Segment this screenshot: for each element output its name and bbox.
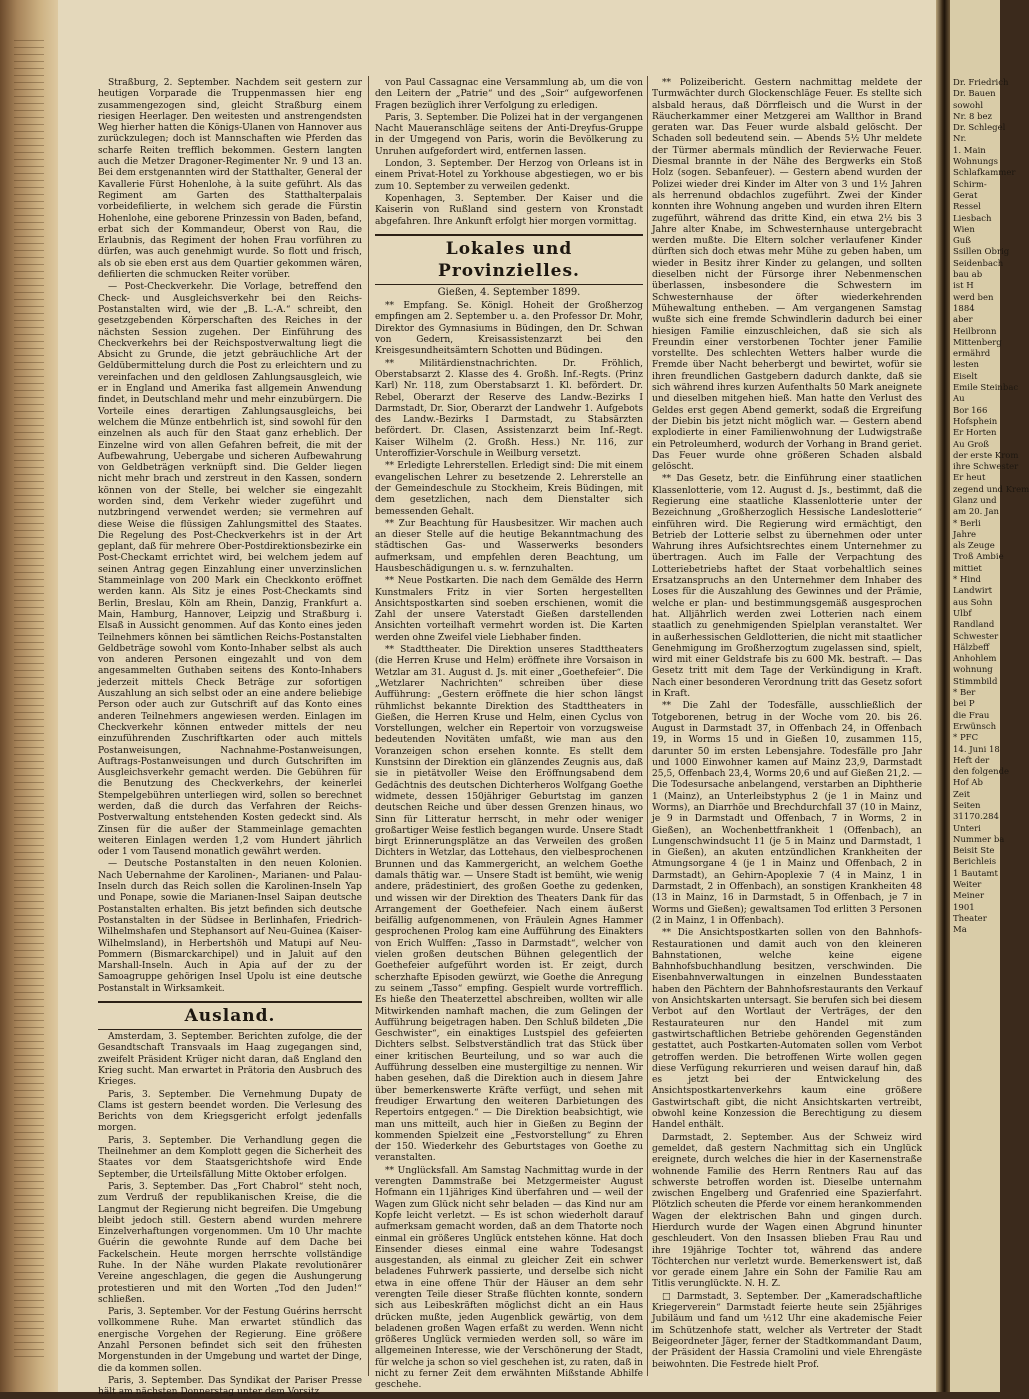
- right-page-line: Berichleis: [953, 857, 997, 868]
- column-3: [652, 78, 922, 1378]
- right-page-line: Hofsphein: [953, 416, 998, 427]
- right-page-line: Heilbronn: [953, 326, 997, 337]
- right-page-line: Theater: [953, 913, 987, 924]
- right-page-line: Wien: [953, 224, 975, 235]
- right-page-line: Schlafkammer: [953, 168, 1016, 179]
- article-darmstadt-unglueck: Darmstadt, 2. September. Aus der Schweiz wird gemeldet, daß gestern Nachmittag sich ein Unglück ereignete, durch welches die hier in der Kasernenstraße wohnende Familie des Herrn Rentners Rau auf das schwerste betroffen worden ist. Dieselbe unternahm zwischen Engelberg und Grafenried eine Spazierfahrt. Plötzlich scheuten die Pferde vor einem herankommenden Wagen der elektrischen Bahn und gingen durch. Hierdurch wurde der Wagen einen Abgrund hinunter geschleudert. Von den Insassen blieben Frau Rau und ihre 19jährige Tochter tot, während das andere Töchterchen nur verletzt wurde. Bemerkenswert ist, daß vor gerade einem Jahre ein Sohn der Familie Rau am Titlis verunglückte. N. H. Z.: [652, 1132, 922, 1290]
- article-paris-polizei: Paris, 3. September. Die Polizei hat in der vergangenen Nacht Maueranschläge seitens der Anti-Dreyfus-Gruppe in der Umgegend von Paris, worin die Bevölkerung zu Unruhen aufgefordert wird, entfernen lassen.: [375, 112, 643, 157]
- right-page-line: Emile Steinbac: [953, 383, 1019, 394]
- right-page-line: * Berli: [953, 518, 981, 529]
- right-page-line: mittiet: [953, 563, 982, 574]
- right-page-line: Ma: [953, 925, 967, 936]
- section-heading-lokales: Lokales und Provinzielles.: [375, 234, 643, 285]
- right-page-line: Ressel: [953, 202, 981, 213]
- left-page-edge-texture: [14, 40, 44, 1360]
- right-page-line: Beisit Ste: [953, 846, 995, 857]
- article-empfang: ** Empfang. Se. Königl. Hoheit der Großherzog empfingen am 2. September u. a. den Professor Dr. Mohr, Direktor des Gymnasiums in Büdingen, den Dr. Schwan von Gedern, Kreisassistenzarzt bei den Kreisgesundheitsämtern Schotten und Büdingen.: [375, 301, 643, 357]
- article-paris-syndikat: Paris, 3. September. Das Syndikat der Pariser Presse hält am nächsten Donnerstag unter dem Vorsitz: [98, 1375, 362, 1398]
- right-page-line: Jahre: [953, 529, 977, 540]
- right-page-line: am 20. Jan: [953, 507, 999, 518]
- right-page-line: Dr. Schlegel: [953, 123, 1006, 134]
- article-todesfaelle: ** Die Zahl der Todesfälle, ausschließlich der Totgeborenen, betrug in der Woche vom 20. bis 26. August in Darmstadt 37, in Offenbach 24, in Offenbach 19, in Worms 15 und in Gießen 10, zusammen 115, darunter 50 im ersten Lebensjahre. Todesfälle pro Jahr und 1000 Einwohner kamen auf Mainz 23,9, Darmstadt 25,5, Offenbach 23,4, Worms 20,6 und auf Gießen 21,2. — Die Todesursache anbelangend, verstarben an Diphtherie 1 (Mainz), an Unterleibstyphus 2 (je 1 in Mainz und Worms), an Diarrhöe und Brechdurchfall 37 (10 in Mainz, je 9 in Darmstadt und Offenbach, 7 in Worms, 2 in Gießen), an Wochenbettfrankheit 1 (Offenbach), an Lungenschwindsucht 11 (je 5 in Mainz und Darmstadt, 1 in Gießen), an akuten entzündlichen Krankheiten der Atmungsorgane 4 (je 1 in Mainz und Offenbach, 2 in Darmstadt), an Gehirn-Apoplexie 7 (4 in Mainz, 1 in Darmstadt, 2 in Offenbach), an sonstigen Krankheiten 48 (13 in Mainz, 16 in Darmstadt, 5 in Offenbach, je 7 in Worms und Gießen); gewaltsamen Tod erlitten 3 Personen (2 in Mainz, 1 in Offenbach).: [652, 701, 922, 926]
- right-page-line: bei P: [953, 699, 975, 710]
- right-page-line: Glanz und: [953, 495, 997, 506]
- right-page-line: 1 Bautamt: [953, 868, 998, 879]
- article-paris-dupaty: Paris, 3. September. Die Vernehmung Dupaty de Clams ist gestern beendet worden. Die Verlesung des Berichts von dem Kriegsgericht erfolgt jedenfalls morgen.: [98, 1089, 362, 1134]
- right-page-line: bau ab: [953, 270, 983, 281]
- column-2: [375, 78, 643, 1391]
- right-page-line: Seiten: [953, 801, 981, 811]
- article-militaerdienst: ** Militärdienstnachrichten. Dr. Fröhlich, Oberstabsarzt 2. Klasse des 4. Großh. Inf.-Regts. (Prinz Karl) Nr. 118, zum Oberstabsarzt 1. Kl. befördert. Dr. Rebel, Oberarzt der Reserve des Landw.-Bezirks I Darmstadt, Dr. Sior, Oberarzt der Landwehr 1. Aufgebots des Landw.-Bezirks I Darmstadt, zu Stabsärzten befördert. Dr. Clasen, Assistenzarzt beim Inf.-Regt. Kaiser Wilhelm (2. Großh. Hess.) Nr. 116, zur Unteroffizier-Vorschule in Weilburg versetzt.: [375, 358, 643, 460]
- article-kopenhagen: Kopenhagen, 3. September. Der Kaiser und die Kaiserin von Rußland sind gestern von Kronstadt abgefahren. Ihre Ankunft erfolgt hier morgen vormittag.: [375, 193, 643, 227]
- right-page-line: Randland: [953, 620, 995, 631]
- right-page-edge: [950, 0, 1029, 1392]
- right-page-line: Bor 166: [953, 405, 988, 416]
- article-ungluecksfall: ** Unglücksfall. Am Samstag Nachmittag wurde in der verengten Dammstraße bei Metzgermeister August Hofmann ein 11jähriges Kind überfahren und — weil der Wagen zum Glück nicht sehr beladen — das Kind nur am Kopfe leicht verletzt. — Es ist schon wiederholt darauf aufmerksam gemacht worden, daß an dem Thatorte noch einmal ein größeres Unglück entstehen könne. Hat doch Einsender dieses einmal eine wahre Todesangst ausgestanden, als einmal zu gleicher Zeit ein schwer beladenes Fuhrwerk passierte, und derselbe sich nicht etwa in eine offene Thür der Häuser an dem sehr verengten Teile dieser Straße flüchten konnte, sondern sich aus Leibeskräften möglichst dicht an ein Haus drücken mußte, jeden Augenblick gewärtig, von dem beladenen großen Wagen erfaßt zu werden. Wenn nicht größeres Unglück vermieden werden soll, so wäre im allgemeinen Interesse, wie der Verschönerung der Stadt, für welche ja schon so viel geschehen ist, zu raten, daß in nicht zu ferner Zeit dem erwähnten Mißstande Abhilfe geschehe.: [375, 1165, 643, 1391]
- right-page-line: 1901: [953, 902, 975, 913]
- right-page-line: Au Groß: [953, 439, 989, 450]
- right-page-line: 14. Juni 18: [953, 744, 1000, 755]
- right-page-line: Dr. Bauen: [953, 89, 996, 100]
- right-page-line: Troß Ambie: [953, 552, 1004, 563]
- right-page-line: Seidenbach: [953, 258, 1004, 269]
- left-page-edge: [0, 0, 58, 1392]
- right-page-line: aber: [953, 315, 973, 326]
- right-page-line: Anhohlem: [953, 654, 997, 665]
- right-page-line: Er Horten: [953, 428, 997, 439]
- right-page-line: Unteri: [953, 823, 981, 834]
- right-page-line: Heft der: [953, 755, 990, 766]
- article-lehrerstellen: ** Erledigte Lehrerstellen. Erledigt sind: Die mit einem evangelischen Lehrer zu besetzende 2. Lehrerstelle an der Gemeindeschule zu Stockheim, Kreis Büdingen, mit dem gesetzlichen, nach dem Dienstalter sich bemessenden Gehalt.: [375, 461, 643, 517]
- right-page-line: Schirm-: [953, 179, 987, 190]
- article-strassburg: Straßburg, 2. September. Nachdem seit gestern zur heutigen Vorparade die Truppenmassen hier eng zusammengezogen sind, gleicht Straßburg einem riesigen Heerlager. Den weitesten und anstrengendsten Weg hierher hatten die Königs-Ulanen von Hannover aus zurückzulegen; doch ist Mannschaften wie Pferden das scharfe Reiten trefflich bekommen. Gestern langten auch die Metzer Dragoner-Regimenter Nr. 9 und 13 an. Bei dem erstgenannten wird der Statthalter, General der Kavallerie Fürst Hohenlohe, à la suite geführt. Als das Regiment am Garten des Statthalterpalais vorbeidefilierte, in welchem sich gerade die Fürstin Hohenlohe, eine geborene Prinzessin von Baden, befand, erbat sich der Kommandeur, Oberst von Rau, die Erlaubnis, das Regiment der hohen Frau vorführen zu dürfen, was auch genehmigt wurde. So flott und frisch, als ob sie eben erst aus dem Quartier gekommen wären, defilierten die schmucken Reiter vorüber.: [98, 78, 362, 281]
- right-page-line: wohnung: [953, 665, 993, 676]
- right-page-line: Eiselt: [953, 371, 978, 382]
- right-page-line: werd ben: [953, 292, 994, 303]
- right-page-line: * PFC: [953, 733, 979, 744]
- right-page-line: Meiner: [953, 891, 985, 902]
- right-page-line: zegend und Krem: [953, 484, 1029, 495]
- right-page-line: Dr. Friedrich: [953, 78, 1009, 88]
- right-page-line: Au: [953, 394, 965, 405]
- article-paris-guerin: Paris, 3. September. Vor der Festung Guérins herrscht vollkommene Ruhe. Man erwartet stündlich das energische Vorgehen der Regierung. Eine größere Anzahl Personen befindet sich seit den frühesten Morgenstunden in der Umgebung und wartet der Dinge, die da kommen sollen.: [98, 1307, 362, 1374]
- right-page-line: lesten: [953, 360, 980, 371]
- right-page-line: Mittenberg: [953, 337, 1002, 348]
- article-postanstalten-kolonien: — Deutsche Postanstalten in den neuen Kolonien. Nach Uebernahme der Karolinen-, Marianen- und Palau-Inseln durch das Reich sollen die Karolinen-Inseln Yap und Ponape, sowie die Marianen-Insel Saipan deutsche Postanstalten erhalten. Bis jetzt befinden sich deutsche Postanstalten in der Südsee in Berlinhafen, Friedrich-Wilhelmshafen und Stephansort auf Neu-Guinea (Kaiser-Wilhelmsland), in Herbertshöh und Matupi auf Neu-Pommern (Bismarckarchipel) und in Jaluit auf den Marshall-Inseln. Auch in Apia auf der zu der Samoagruppe gehörigen Insel Upolu ist eine deutsche Postanstalt in Wirksamkeit.: [98, 859, 362, 994]
- right-page-line: als Zeuge: [953, 541, 995, 552]
- right-page-line: ermährd: [953, 349, 991, 360]
- right-page-text-fragments: [950, 78, 1029, 937]
- right-page-line: Nummer ba: [953, 834, 1005, 845]
- right-page-line: Weiter: [953, 880, 982, 891]
- right-page-line: Wohnungs: [953, 157, 998, 168]
- right-page-line: Schwester: [953, 631, 999, 642]
- right-page-line: Nr.: [953, 134, 967, 145]
- article-london: London, 3. September. Der Herzog von Orleans ist in einem Privat-Hotel zu Yorkhouse abgestiegen, wo er bis zum 10. September zu verweilen gedenkt.: [375, 159, 643, 192]
- right-page-line: Ssillen Obrig: [953, 247, 1010, 258]
- right-page-line: Zeit: [953, 789, 971, 800]
- right-page-line: ist H: [953, 281, 974, 292]
- article-paris-fort-chabrol: Paris, 3. September. Das „Fort Chabrol“ steht noch, zum Verdruß der republikanischen Kreise, die die Langmut der Regierung nicht begreifen. Die Umgebung bleibt jedoch still. Gestern abend wurden mehrere Einzelverhaftungen vorgenommen. Um 10 Uhr machte Guérin die gewohnte Runde auf dem Dache bei Fackelschein. Heute morgen herrschte vollständige Ruhe. In der Nähe wurden Plakate revolutionärer Vereine angeschlagen, die gegen die Aushungerung protestieren und mit den Worten „Tod den Juden!“ schließen.: [98, 1181, 362, 1305]
- article-darmstadt-kriegerverein: □ Darmstadt, 3. September. Der „Kameradschaftliche Kriegerverein“ Darmstadt feierte heute sein 25jähriges Jubiläum und fand um ½12 Uhr eine akademische Feier im Schützenhofe statt, welcher als Vertreter der Stadt Beigeordneter Jäger, ferner der Stadtkommandant Daum, der Präsident der Hassia Cramolini und viele Ehrengäste beiwohnten. Die Festrede hielt Prof.: [652, 1291, 922, 1370]
- right-page-line: sowohl: [953, 100, 984, 111]
- column-rule: [647, 76, 648, 1376]
- right-page-line: Landwirt: [953, 586, 993, 597]
- right-page-line: Hof Ab: [953, 778, 983, 789]
- article-post-checkverkehr: — Post-Checkverkehr. Die Vorlage, betreffend den Check- und Ausgleichsverkehr bei den Reichs-Postanstalten wird, wie der „B. L.-A.“ schreibt, den gesetzgebenden Körperschaften des Reiches in der nächsten Session zugehen. Der Einführung des Checkverkehrs bei der Reichspostverwaltung liegt die Absicht zu Grunde, die jetzt gebräuchliche Art der Geldübermittelung durch die Post zu erleichtern und zu vereinfachen und den geldlosen Zahlungsausgleich, wie er in England und Amerika fast allgemein Anwendung findet, in Deutschland mehr und mehr einzubürgern. Die Vorteile eines derartigen Zahlungsausgleichs, bei welchem die Münze entbehrlich ist, sind sowohl für den einzelnen als auch für den Staat ganz erheblich. Der Einzelne wird von allen Gefahren befreit, die mit der Aufbewahrung, Uebergabe und sicheren Aufbewahrung von Geldbeträgen verknüpft sind. Die Gelder liegen nicht mehr brach und zerstreut in den Kassen, sondern können von der Stelle, bei welcher sie eingezahlt worden sind, dem Verkehr wieder zugeführt und nutzbringend verwendet werden; sie vermehren auf diese Weise die flüssigen Zahlungsmittel des Staates. Die Regelung des Post-Checkverkehrs ist in der Art geplant, daß für mehrere Ober-Postdirektionsbezirke ein Post-Checkamt errichtet wird, bei welchem jedem auf seinen Antrag gegen Einzahlung einer unverzinslichen Stammeinlage von 200 Mark ein Checkkonto eröffnet werden kann. Als Sitz je eines Post-Checkamts sind Berlin, Breslau, Köln am Rhein, Danzig, Frankfurt a. Main, Hamburg, Hannover, Leipzig und Straßburg i. Elsaß in Aussicht genommen. Auf das Konto eines jeden Teilnehmers können bei sämtlichen Reichs-Postanstalten Geldbeträge sowohl vom Konto-Inhaber selbst als auch von anderen Personen eingezahlt und von dem angesammelten Guthaben seitens des Konto-Inhabers jederzeit mittels Check Beträge zur sofortigen Auszahlung an sich selbst oder an eine andere beliebige Person oder auch zur Gutschrift auf das Konto eines anderen Teilnehmers angewiesen werden. Einlagen im Checkverkehr können entweder mittels der neu einzuführenden Zuschriftkarten oder auch mittels Postanweisungen, Nachnahme-Postanweisungen, Auftrags-Postanweisungen und durch Gutschriften im Ausgleichsverkehr gemacht werden. Die Gebühren für die Benutzung des Checkverkehrs, der keinerlei Stempelgebühren unterliegen wird, sollen so berechnet werden, daß die durch das Verfahren der Reichs-Postverwaltung entstehenden Kosten gedeckt sind. Als Zinsen für die außer der Stammeinlage gemachten weiteren Einlagen werden 1,2 vom Hundert jährlich oder 1 vom Tausend monatlich gewährt werden.: [98, 282, 362, 858]
- article-amsterdam: Amsterdam, 3. September. Berichten zufolge, die der Gesandtschaft Transvaals im Haag zugegangen sind, zweifelt Präsident Krüger nicht daran, daß England den Krieg sucht. Man erwartet in Prätoria den Ausbruch des Krieges.: [98, 1032, 362, 1088]
- right-page-line: Gerat: [953, 190, 978, 201]
- right-page-line: Guß: [953, 236, 971, 247]
- article-hausbesitzer: ** Zur Beachtung für Hausbesitzer. Wir machen auch an dieser Stelle auf die heutige Bekanntmachung des städtischen Gas- und Wasserwerks besonders aufmerksam, und empfehlen deren Beachtung, um Hausbeschädigungen u. s. w. fernzuhalten.: [375, 518, 643, 574]
- right-page-line: die Frau: [953, 710, 990, 721]
- right-page-line: Nr. 8 bez: [953, 111, 993, 122]
- article-polizeibericht: ** Polizeibericht. Gestern nachmittag meldete der Turmwächter durch Glockenschläge Feuer. Es stellte sich alsbald heraus, daß Dörrfleisch und die Wurst in der Räucherkammer einer Metzgerei am Wallthor in Brand geraten war. Das Feuer wurde alsbald gelöscht. Der Schaden soll bedeutend sein. — Abends 5½ Uhr meldete der Türmer abermals mündlich der Revierwache Feuer. Diesmal brannte in der Nähe des Bergwerks ein Stoß Holz (sogen. Sebanfeuer). — Gestern abend wurden der Polizei wieder drei Kinder im Alter von 3 und 1½ Jahren als herrenund obdachlos zugeführt. Zwei der Kinder konnten ihre Wohnung angeben und wurden ihren Eltern zugeführt, während das dritte Kind, ein etwa 2½ bis 3 Jahre alter Knabe, im Schwesternhause untergebracht werden mußte. Die Eltern solcher verlaufener Kinder dürften sich doch etwas mehr Mühe zu geben haben, um wieder in Besitz ihrer Kinder zu gelangen, und sollten dieselben nicht der Fürsorge ihrer Nebenmenschen überlassen, insbesondere die Schwestern im Schwesternhause der öfter wiederkehrenden Mühewaltung entheben. — Am vergangenen Samstag wußte sich eine fremde Schwindlerin dadurch bei einer hiesigen Familie einzuschleichen, daß sie sich als Freundin einer verstorbenen Tochter jener Familie vorstellte. Des schlechten Wetters halber wurde die Fremde über Nacht beherbergt und bewirtet, wofür sie ihren freundlichen Gastgebern dadurch dankte, daß sie sich während ihres kurzen Aufenthalts 50 Mark aneignete und dieselben mitgehen hieß. Man hatte den Verlust des Geldes erst gegen Abend gemerkt, sodaß die Ergreifung der Diebin bis jetzt nicht möglich war. — Gestern abend explodierte in einer Familienwohnung der Ludwigstraße ein Petroleumherd, wodurch der Vorhang in Brand geriet. Das Feuer wurde ohne größeren Schaden alsbald gelöscht.: [652, 78, 922, 473]
- right-page-line: den folgende: [953, 767, 1010, 778]
- right-page-line: * Hind: [953, 575, 981, 586]
- right-page-line: Hälzbeff: [953, 642, 990, 653]
- article-klassenlotterie: ** Das Gesetz, betr. die Einführung einer staatlichen Klassenlotterie, vom 12. August d. Js., bestimmt, daß die Regierung eine staatliche Klassenlotterie unter der Bezeichnung „Großherzoglich Hessische Landeslotterie“ einführen wird. Die Regierung wird ermächtigt, den Betrieb der Lotterie selbst zu übernehmen oder unter Wahrung ihres Aufsichtsrechtes einem Unternehmer zu übertragen. Auch im Falle der Verpachtung des Lotteriebetriebs haftet der Staat vorbehaltlich seines Ersatzanspruchs an den Unternehmer dem Inhaber des Loses für die Auszahlung des Gewinnes und der Prämie, welche er plan- und bestimmungsgemäß ausgesprochen hat. Alljährlich werden zwei Lotterien nach einem staatlich zu genehmigenden Spielplan veranstaltet. Wer in außerhessischen Geldlotterien, die nicht mit staatlicher Genehmigung im Großherzogtum zugelassen sind, spielt, wird mit einer Geldstrafe bis zu 600 Mk. bestraft. — Das Gesetz tritt mit dem Tage der Verkündigung in Kraft. Nach einer besonderen Verordnung tritt das Gesetz sofort in Kraft.: [652, 474, 922, 700]
- right-page-line: ihre Schwester: [953, 462, 1019, 473]
- dateline: Gießen, 4. September 1899.: [437, 286, 581, 298]
- right-page-line: 31170.284: [953, 812, 999, 823]
- right-page-line: Ulbf: [953, 608, 972, 619]
- article-postkarten: ** Neue Postkarten. Die nach dem Gemälde des Herrn Kunstmalers Fritz in vier Sorten hergestellten Ansichtspostkarten sind soeben erschienen, womit die Zahl der unsere Vaterstadt Gießen darstellenden Ansichten vorteilhaft vermehrt worden ist. Die Karten werden ohne Zweifel viele Liebhaber finden.: [375, 576, 643, 643]
- book-gutter: [936, 0, 950, 1392]
- column-1: [98, 78, 362, 1398]
- section-heading-ausland: Ausland.: [98, 1001, 362, 1030]
- right-page-line: Stimmbild: [953, 676, 998, 687]
- article-stadttheater: ** Stadttheater. Die Direktion unseres Stadttheaters (die Herren Kruse und Helm) eröffnete ihre Vorsaison in Wetzlar am 31. August d. Js. mit einer „Goethefeier“. Die „Wetzlarer Nachrichten“ schreiben über diese Aufführung: „Gestern eröffnete die hier schon längst rühmlichst bekannte Direktion des Stadttheaters in Gießen, die Herren Kruse und Helm, einen Cyclus von Vorstellungen, welcher ein Repertoir von vorzugsweise bedeutenden Novitäten umfaßt, wie man aus den Voranzeigen schon ersehen konnte. Es stellt dem Kunstsinn der Direktion ein glänzendes Zeugnis aus, daß sie in pietätvoller Weise den Eröffnungsabend dem Gedächtnis des deutschen Dichterheros Wolfgang Goethe widmete, dessen 150jähriger Geburtstag im ganzen deutschen Reiche und über dessen Grenzen hinaus, wo Sinn für Litteratur herrscht, in mehr oder weniger großartiger Weise festlich begangen wurde. Unsere Stadt birgt Erinnerungsplätze an das Verweilen des großen Dichters in Wetzlar, das Lottehaus, den vielbesprochenen Brunnen und das Kammergericht, an welchem Goethe damals thätig war. — Unsere Stadt ist bemüht, wie wenig andere, prädestiniert, des großen Goethe zu gedenken, und wissen wir der Direktion des Theaters Dank für das Arrangement der Goethefeier. Nach einem äußerst beifällig aufgenommenen, von Fräulein Agnes Hammer gesprochenen Prolog kam eine Aufführung des Einakters von Erich Wulffen: „Tasso in Darmstadt“, welcher von vielen großen deutschen Bühnen gelegentlich der Goethefeier aufgeführt worden ist. Er zeigt, durch scherzhafte Episoden gewürzt, wie Goethe die Anregung zu seinem „Tasso“ empfing. Gespielt wurde vortrefflich. Es hieße den Theaterzettel abschreiben, wollten wir alle Mitwirkenden namhaft machen, die zum Gelingen der Aufführung beigetragen haben. Den Schluß bildeten „Die Geschwister“, ein einaktiges Lustspiel des gefeierten Dichters selbst. Selbstverständlich trat das Stück über einer kritischen Beurteilung, und so war auch die Aufführung desselben eine mustergiltige zu nennen. Wir haben gesehen, daß die Direktion auch in diesem Jahre über bemerkenswerte Kräfte verfügt, und sehen mit freudiger Erwartung den weiteren Darbietungen des Repertoirs entgegen.“ — Die Direktion beabsichtigt, wie man uns mitteilt, auch hier in Gießen zu Beginn der kommenden Spielzeit eine „Festvorstellung“ zu Ehren der 150. Wiederkehr des Geburtstages von Goethe zu veranstalten.: [375, 645, 643, 1164]
- column-rule: [368, 76, 369, 1376]
- right-page-line: * Ber: [953, 688, 976, 699]
- article-paris-komplott: Paris, 3. September. Die Verhandlung gegen die Theilnehmer an dem Komplott gegen die Sicherheit des Staates vor dem Staatsgerichtshofe wird Ende September, die Urteilsfällung Mitte Oktober erfolgen.: [98, 1135, 362, 1180]
- right-page-line: 1884: [953, 303, 975, 314]
- right-page-line: Erwünsch: [953, 721, 997, 732]
- right-page-line: Liesbach: [953, 213, 992, 224]
- right-page-line: aus Sohn: [953, 597, 993, 608]
- article-paris-cassagnac: von Paul Cassagnac eine Versammlung ab, um die von den Leitern der „Patrie“ und des „Soir“ aufgeworfenen Fragen bezüglich ihrer Verfolgung zu erledigen.: [375, 78, 643, 111]
- right-page-line: 1. Main: [953, 145, 986, 156]
- article-ansichtspostkarten: ** Die Ansichtspostkarten sollen von den Bahnhofs-Restaurationen und damit auch von den kleineren Bahnstationen, welche keine eigene Bahnhofsbuchhandlung besitzen, verschwinden. Die Eisenbahnverwaltungen in einzelnen Bundesstaaten haben den Pächtern der Bahnhofsrestaurants den Verkauf von Ansichtskarten untersagt. Sie berufen sich bei diesem Verbot auf den Wortlaut der Verträges, der den Restaurateuren nur den Handel mit zum gastwirtschaftlichen Betriebe gehörenden Gegenständen gestattet, auch Postkarten-Automaten sollen vom Verbot getroffen werden. Die betroffenen Wirte wollen gegen diese Verfügung rekurrieren und weisen darauf hin, daß es jetzt bei der Entwickelung des Ansichtspostkartenverkehrs kaum eine größere Gastwirtschaft gibt, die nicht Ansichtskarten vertreibt, obwohl keine Konzession die Berechtigung zu diesem Handel enthält.: [652, 928, 922, 1131]
- right-page-line: Er heut: [953, 473, 986, 484]
- right-page-line: der erste Krom: [953, 450, 1019, 461]
